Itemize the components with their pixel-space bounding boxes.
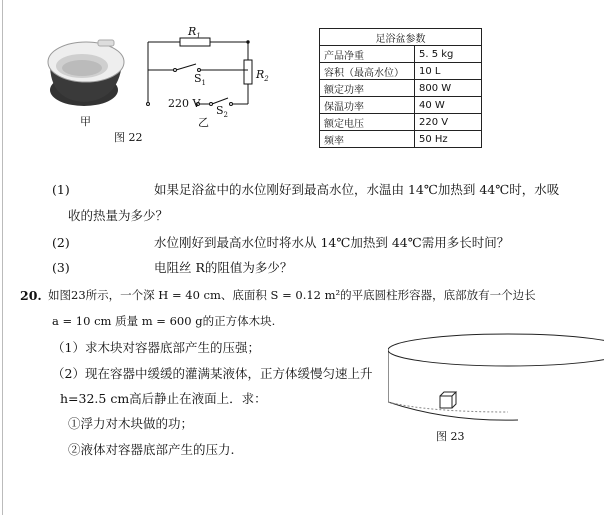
q20-p2-2: ②液体对容器底部产生的压力. bbox=[68, 442, 235, 457]
label-r1: $R_1$ bbox=[188, 25, 201, 41]
label-yi: 乙 bbox=[198, 116, 209, 129]
label-jia: 甲 bbox=[80, 115, 91, 128]
label-r2: $R_2$ bbox=[256, 68, 269, 84]
q19-p1-text: 如果足浴盆中的水位刚好到最高水位，水温由 14℃加热到 44℃时，水吸 bbox=[154, 182, 560, 197]
figure23-caption: 图 23 bbox=[436, 430, 465, 443]
q20-p2-1: ①浮力对木块做的功； bbox=[68, 416, 194, 431]
label-s2: $S_2$ bbox=[216, 104, 229, 120]
q20-line1: 如图23所示，一个深 H = 40 cm、底面积 S = 0.12 m²的平底圆柱形容器，底部放有一个边长 bbox=[48, 288, 536, 302]
table-row: 保温功率 40 W bbox=[320, 97, 482, 114]
page-left-border bbox=[2, 0, 3, 515]
label-voltage: 220 V bbox=[168, 97, 201, 110]
table-row: 额定电压 220 V bbox=[320, 114, 482, 131]
table-row: 额定功率 800 W bbox=[320, 80, 482, 97]
q19-p1-text2: 收的热量为多少？ bbox=[68, 208, 169, 223]
q20-p1: （1）求木块对容器底部产生的压强； bbox=[52, 340, 260, 355]
figure22-caption: 图 22 bbox=[114, 131, 143, 144]
spec-table bbox=[319, 28, 482, 148]
q20-p2: （2）现在容器中缓缓的灌满某液体，正方体缓慢匀速上升 bbox=[52, 366, 373, 381]
label-s1: $S_1$ bbox=[194, 72, 207, 88]
q19-p2-num: (2) bbox=[52, 235, 70, 250]
q19-p3-num: (3) bbox=[52, 260, 70, 275]
q19-p3-text: 电阻丝 R的阻值为多少？ bbox=[154, 260, 293, 275]
q19-p2-text: 水位刚好到最高水位时将水从 14℃加热到 44℃需用多长时间？ bbox=[154, 235, 510, 250]
foot-bath-image bbox=[42, 28, 128, 112]
container-diagram bbox=[388, 330, 604, 426]
q20-line2: a = 10 cm 质量 m = 600 g的正方体木块. bbox=[52, 314, 276, 328]
q20-p2b: h=32.5 cm高后静止在液面上．求： bbox=[60, 391, 267, 406]
table-row: 产品净重 5. 5 kg bbox=[320, 46, 482, 63]
table-row: 频率 50 Hz bbox=[320, 131, 482, 148]
table-row: 容积（最高水位） 10 L bbox=[320, 63, 482, 80]
spec-table-title: 足浴盆参数 bbox=[320, 29, 482, 46]
q20-number: 20. bbox=[20, 288, 42, 303]
q19-p1-num: (1) bbox=[52, 182, 70, 197]
